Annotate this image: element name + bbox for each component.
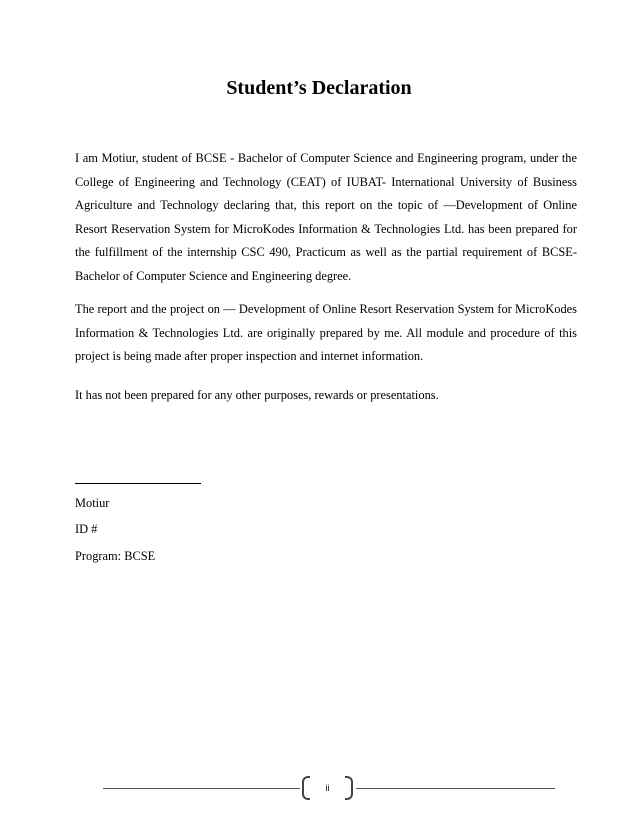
footer-rule-left: [103, 788, 300, 789]
signature-program: Program: BCSE: [75, 549, 156, 563]
page-title: Student’s Declaration: [226, 77, 412, 99]
signature-line: [75, 483, 201, 484]
declaration-paragraph-3: It has not been prepared for any other purposes, rewards or presentations.: [75, 388, 439, 402]
declaration-paragraph-1: I am Motiur, student of BCSE - Bachelor of Computer Science and Engineering program, under the College of Engineering and Technology (CEAT) of IUBAT- International University of Business Agriculture and Technology declaring that, this report on the topic of ―Development of Online Resort Reservation System for MicroKodes Information & Technologies Ltd. has been prepared for the fulfillment of the internship CSC 490, Practicum as well as the partial requirement of BCSE-Bachelor of Computer Science and Engineering degree.: [75, 151, 577, 283]
footer-rule-right: [356, 788, 555, 789]
footer-bracket-right-icon: [345, 776, 353, 800]
signature-name: Motiur: [75, 496, 110, 510]
signature-id: ID #: [75, 522, 98, 536]
declaration-paragraph-2: The report and the project on ― Development of Online Resort Reservation System for MicroKodes Information & Technologies Ltd. are originally prepared by me. All module and procedure of this project is being made after proper inspection and internet information.: [75, 302, 577, 363]
page-number: ii: [325, 783, 330, 793]
footer-bracket-left-icon: [302, 776, 310, 800]
